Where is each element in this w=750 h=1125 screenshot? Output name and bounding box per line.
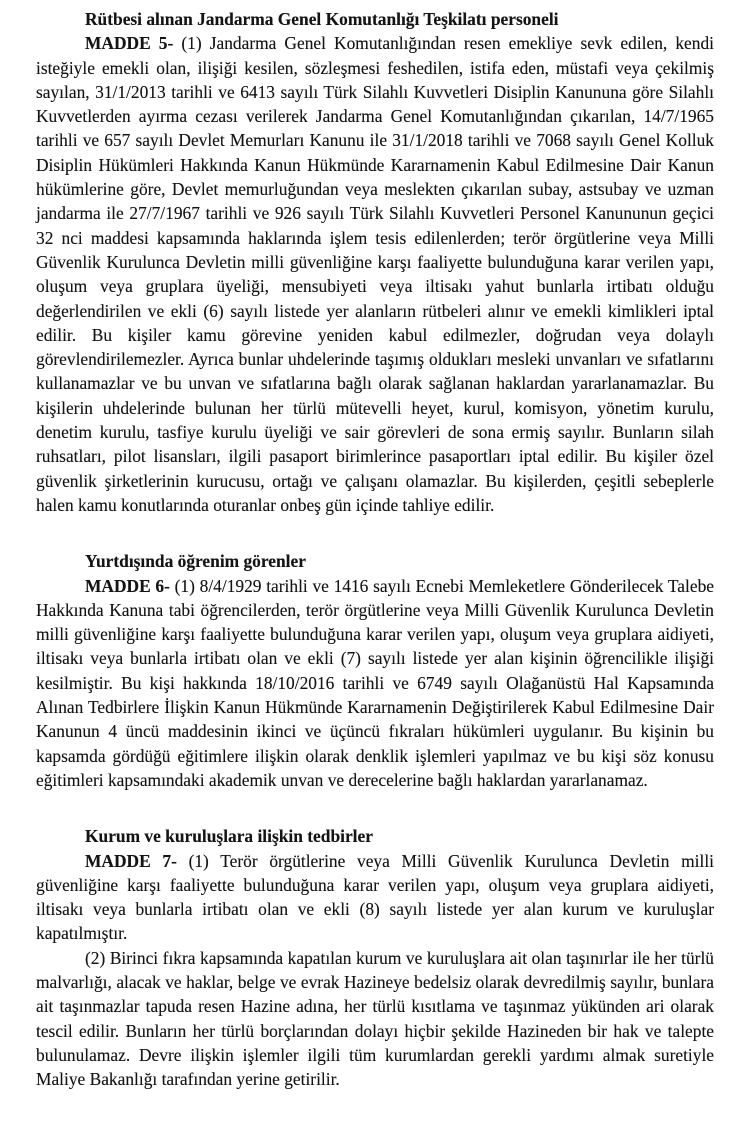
section-heading-rutbesi-alinan-personel: Rütbesi alınan Jandarma Genel Komutanlığı Teşkilatı personeli — [85, 9, 559, 29]
madde-5-lead: MADDE 5- — [85, 33, 174, 54]
paragraph-madde-5-1 — [36, 31, 714, 517]
paragraph-madde-7-1 — [36, 849, 714, 946]
madde-7-fikra-2-text: (2) Birinci fıkra kapsamında kapatılan kurum ve kuruluşlara ait olan taşınırlar ile her türlü malvarlığı, alacak ve haklar, belge ve evrak Hazineye bedelsiz olarak devredilmiş sayılır, bunlara ait taşınmazlar tapuda resen Hazine adına, her türlü kısıtlama ve taşınmaz yükünden ari olarak tescil edilir. Bunların her türlü borçlarından dolayı hiçbir şekilde Hazineden bir hak ve talepte bulunulamaz. Devre ilişkin işlemler ilgili tüm kurumlardan gerekli yardımı almak suretiyle Maliye Bakanlığı tarafından yerine getirilir. — [36, 947, 714, 1090]
paragraph-madde-7-2 — [36, 946, 714, 1092]
section-rutbesi-alinan-personel — [36, 7, 714, 517]
madde-6-lead: MADDE 6- — [85, 575, 170, 596]
section-heading-yurtdisinda-ogrenim: Yurtdışında öğrenim görenler — [85, 551, 306, 572]
paragraph-madde-6-1 — [36, 574, 714, 793]
section-heading-kurum-kuruluslar: Kurum ve kuruluşlara ilişkin tedbirler — [85, 826, 373, 847]
section-yurtdisinda-ogrenim — [36, 549, 714, 792]
section-kurum-kuruluslar — [36, 824, 714, 1091]
madde-6-text: (1) 8/4/1929 tarihli ve 1416 sayılı Ecnebi Memleketlere Gönderilecek Talebe Hakkında Kanuna tabi öğrencilerden, terör örgütlerine veya Milli Güvenlik Kurulunca Devletin milli güvenliğine karşı faaliyette bulunduğuna karar verilen yapı, oluşum veya gruplara aidiyeti, iltisakı veya bunlarla irtibatı olan ve ekli (7) sayılı listede yer alan kişinin öğrencilikle ilişiği kesilmiştir. Bu kişi hakkında 18/10/2016 tarihli ve 6749 sayılı Olağanüstü Hal Kapsamında Alınan Tedbirlere İlişkin Kanun Hükmünde Kararnamenin Değiştirilerek Kabul Edilmesine Dair Kanunun 4 üncü maddesinin ikinci ve üçüncü fıkraları hükümleri uygulanır. Bu kişinin bu kapsamda gördüğü eğitimlere ilişkin olarak denklik işlemleri yapılmaz ve bu kişi söz konusu eğitimleri kapsamındaki akademik unvan ve derecelerine bağlı haklardan yararlanamaz. — [36, 575, 714, 790]
madde-7-lead: MADDE 7- — [85, 850, 177, 871]
madde-7-fikra-1-text: (1) Terör örgütlerine veya Milli Güvenlik Kurulunca Devletin milli güvenliğine karşı faaliyette bulunduğuna karar verilen yapı, oluşum veya gruplara aidiyeti, iltisakı veya bunlarla irtibatı olan ve ekli (8) sayılı listede yer alan kurum ve kuruluşlar kapatılmıştır. — [36, 850, 714, 944]
madde-5-text: (1) Jandarma Genel Komutanlığından resen emekliye sevk edilen, kendi isteğiyle emekli olan, ilişiği kesilen, sözleşmesi feshedilen, istifa eden, müstafi veya çekilmiş sayılan, 31/1/2013 tarihli ve 6413 sayılı Türk Silahlı Kuvvetleri Disiplin Kanununa göre Silahlı Kuvvetlerden ayırma cezası verilerek Jandarma Genel Komutanlığından çıkarılan, 14/7/1965 tarihli ve 657 sayılı Devlet Memurları Kanunu ile 31/1/2018 tarihli ve 7068 sayılı Genel Kolluk Disiplin Hükümleri Hakkında Kanun Hükmünde Kararnamenin Kabul Edilmesine Dair Kanun hükümlerine göre, Devlet memurluğundan veya meslekten çıkarılan subay, astsubay ve uzman jandarma ile 27/7/1967 tarihli ve 926 sayılı Türk Silahlı Kuvvetleri Personel Kanununun geçici 32 nci maddesi kapsamında haklarında işlem tesis edilenlerden; terör örgütlerine veya Milli Güvenlik Kurulunca Devletin milli güvenliğine karşı faaliyette bulunduğuna karar verilen yapı, oluşum veya gruplara üyeliği, mensubiyeti veya iltisakı yahut bunlarla irtibatı olduğu değerlendirilen ve ekli (6) sayılı listede yer alanların rütbeleri alınır ve emekli kimlikleri iptal edilir. Bu kişiler kamu görevine yeniden kabul edilmezler, doğrudan veya dolaylı görevlendirilemezler. Ayrıca bunlar uhdelerinde taşımış oldukları mesleki unvanları ve sıfatlarını kullanamazlar ve bu unvan ve sıfatlarına bağlı olarak sağlanan haklardan yararlanamazlar. Bu kişilerin uhdelerinde bulunan her türlü mütevelli heyet, kurul, komisyon, yönetim kurulu, denetim kurulu, tasfiye kurulu üyeliği ve sair görevleri de sona ermiş sayılır. Bunların silah ruhsatları, pilot lisansları, ilgili pasaport birimlerince pasaportları iptal edilir. Bu kişiler özel güvenlik şirketlerinin kurucusu, ortağı ve çalışanı olamazlar. Bu kişilerden, çeşitli sebeplerle halen kamu konutlarında oturanlar onbeş gün içinde tahliye edilir. — [36, 33, 714, 515]
